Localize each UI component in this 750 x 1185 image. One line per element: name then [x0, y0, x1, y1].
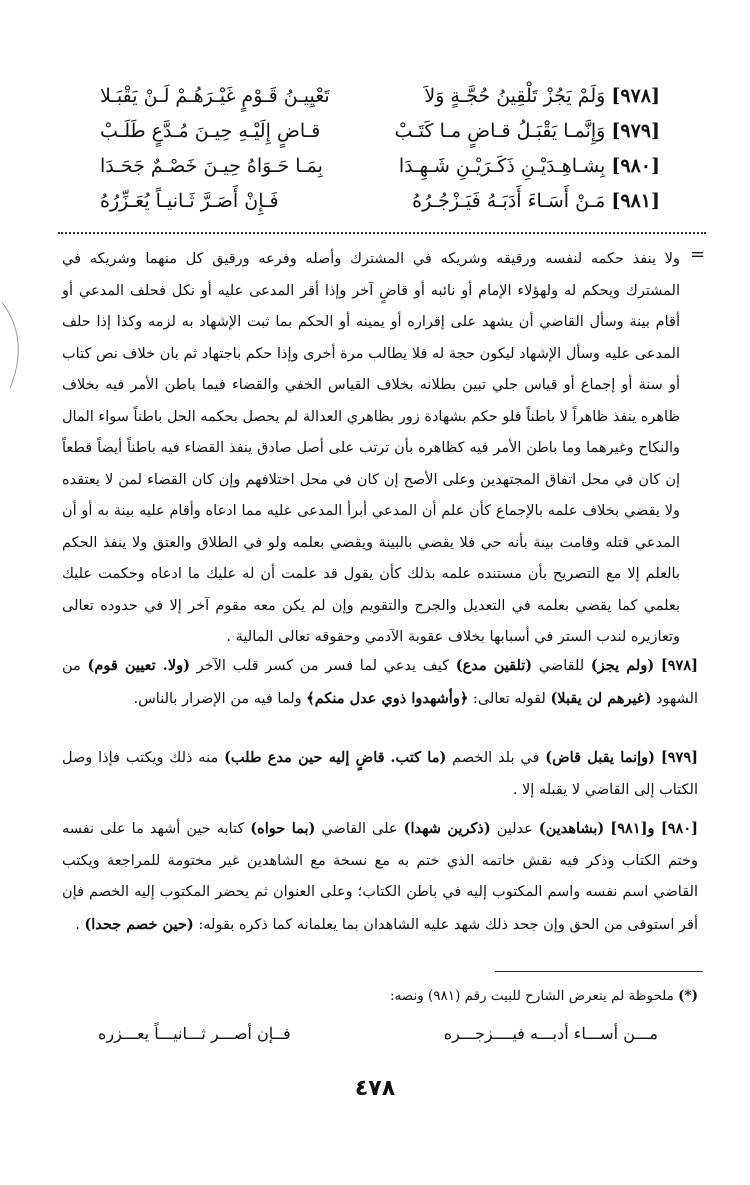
- verse-row: [100, 183, 660, 218]
- quoted-verse: (ما كتب.: [390, 749, 447, 766]
- footnote-verse: [98, 1024, 658, 1043]
- section-979: [62, 742, 698, 806]
- explanation-text: من الشهود: [62, 658, 698, 707]
- verse-number: [٩٧٩]: [611, 119, 660, 142]
- footnote-verse-second: فــإن أصـــر ثـــانيـــاً يعـــزره: [98, 1024, 291, 1043]
- verse-second-hemistich: قـاضٍ إِلَيْـهِ حِيـنَ مُـدَّعٍ طَلَـبْ: [100, 119, 321, 142]
- section-number: [٩٧٩]: [660, 749, 698, 766]
- commentary-paragraph: [62, 244, 680, 654]
- verse-number: [٩٨٠]: [611, 154, 660, 177]
- section-978: [62, 650, 698, 715]
- quoted-verse: (بشاهدين): [538, 820, 605, 837]
- explanation-text: كيف يدعي لما فسر من كسر قلب الآخر: [189, 658, 456, 674]
- explanation-text: منه ذلك ويكتب فإذا وصل الكتاب إلى القاضي لا يقبله إلا .: [62, 750, 698, 798]
- verse-row: [100, 78, 660, 113]
- verse-block: [100, 78, 660, 218]
- continuation-mark: =: [690, 244, 706, 265]
- footnote: [62, 981, 698, 1011]
- verse-second-hemistich: فَـإِنْ أَصَـرَّ ثَـانيـاً يُعَـزِّرُهُ: [100, 189, 279, 212]
- verse-second-hemistich: بِمَـا حَـوَاهُ حِيـنَ خَصْـمٌ جَحَـدَا: [100, 154, 323, 177]
- verse-number: [٩٨١]: [611, 189, 660, 212]
- explanation-text: كتابه حين أشهد ما على نفسه وختم الكتاب وذكر فيه نقش خاتمه الذي ختم به مع نسخة مع الشاهدين غير مختومة للمراجعة ويكتب القاضي اسم نفسه واسم المكتوب إليه في باطن الكتاب؛ وعلى العنوان ثم يحضر المكتوب إليه الخصم فإن أقر استوفى من الحق وإن جحد ذلك شهد عليه الشاهدان بما يعلمانه كما ذكره بقوله:: [62, 821, 698, 933]
- verse-text: وَلَمْ يَجُزْ تَلْقِينُ حُجَّـةٍ وَلاَ: [424, 84, 606, 107]
- footnote-text: ملحوظة لم يتعرض الشارح للبيت رقم (٩٨١) ونصه:: [389, 988, 679, 1004]
- section-text: [62, 650, 698, 715]
- dotted-divider: [58, 232, 706, 234]
- section-number: [٩٧٨]: [660, 657, 699, 674]
- quoted-verse: (ذكرين شهدا): [403, 820, 491, 837]
- section-text: [62, 813, 698, 941]
- explanation-text: للقاضي: [532, 658, 591, 674]
- verse-text: مَـنْ أَسَـاءَ أَدَبَـهُ فَيَـزْجُـرُهُ: [412, 189, 606, 212]
- explanation-text: على القاضي: [315, 821, 404, 837]
- verse-first-hemistich: [370, 155, 660, 177]
- footnote-divider: [495, 971, 703, 972]
- margin-curve-mark: [0, 300, 40, 390]
- quoted-verse: قاضٍ إليه حين مدع طلب): [224, 749, 385, 766]
- verse-second-hemistich: تَعْيِيـنُ قَـوْمٍ غَيْـرَهُـمْ لَـنْ يَقْبَـلا: [100, 84, 330, 107]
- quoted-verse: (تلقين مدع): [455, 657, 533, 674]
- quoted-verse: (غيرهم لن يقبلا): [550, 689, 652, 707]
- verse-first-hemistich: [370, 120, 660, 142]
- footnote-verse-first: مـــن أســـاء أدبـــه فيــــزجـــره: [443, 1024, 658, 1043]
- explanation-text: لقوله تعالى:: [468, 690, 551, 707]
- verse-row: [100, 148, 660, 183]
- verse-row: [100, 113, 660, 148]
- explanation-text: في بلد الخصم: [446, 750, 546, 766]
- quoted-verse: (حين خصم جحدا): [84, 915, 194, 933]
- quoted-verse: (بما حواه): [250, 820, 316, 837]
- section-text: [62, 742, 698, 806]
- verse-number: [٩٧٨]: [611, 84, 660, 107]
- page-number: ٤٧٨: [354, 1076, 396, 1101]
- section-980-981: [62, 813, 698, 941]
- verse-text: بِشـاهِـدَيْـنِ ذَكَـرَيْـنِ شَـهِـدَا: [398, 154, 606, 177]
- commentary-text: ولا ينفذ حكمه لنفسه ورقيقه وشريكه في المشترك وأصله وفرعه ورقيق كل منهما وشريكه في المشترك ويحكم له ولهؤلاء الإمام أو نائبه أو قاضٍ آخر وإذا أقر المدعى عليه أو نكل فحلف المدعي أو أقام بينة وسأل القاضي أن يشهد على إقراره أو يمينه أو الحكم بما ثبت الإشهاد به لزمه وكذا إذا حلف المدعى عليه وسأل الإشهاد ليكون حجة له فلا يطالب مرة أخرى وإذا حكم باجتهاد ثم بان خلاف نص كتاب أو سنة أو إجماع أو قياس جلي تبين بطلانه بخلاف القياس الخفي والقضاء فيما باطن الأمر فيه بخلاف ظاهره ينفذ ظاهراً لا باطناً فلو حكم بشهادة زور بظاهري العدالة لم يحصل بحكمه الحل باطناً سواء المال والنكاح وغيرهما وما باطن الأمر فيه كظاهره بأن ترتب على أصل صادق ينفذ القضاء فيه باطناً أيضاً قطعاً إن كان في محل اتفاق المجتهدين وعلى الأصح إن كان في محل اختلافهم وإن كان القضاء لمن لا يعتقده ولا يقضي بخلاف علمه بالإجماع كأن علم أن المدعي أبرأ المدعى عليه مما ادعاه وأقام عليه بينة به أو أن المدعي قتله وقامت بينة بأنه حي فلا يقضي بالبينة ويقضي بعلمه ولو في الطلاق والعتق ولا ينفذ الحكم بالعلم إلا مع التصريح بأن مستنده علمه بذلك كأن يقول قد علمت أن له عليك ما ادعاه وحكمت عليك بعلمي كما يقضي بعلمه في التعديل والجرح والتقويم وإن لم يكن معه مقوم آخر إلا في حدوده تعالى وتعازيره لندب الستر في أسبابها بخلاف عقوبة الآدمي وحقوقه تعالى المالية .: [62, 251, 680, 645]
- quoted-verse: (ولم يجز): [590, 657, 655, 674]
- quoted-verse: (ولا. تعيين قوم): [87, 657, 190, 674]
- footnote-marker: (*): [678, 988, 698, 1004]
- verse-first-hemistich: [370, 190, 660, 212]
- verse-first-hemistich: [370, 85, 660, 107]
- section-number: [٩٨٠] و[٩٨١]: [610, 820, 699, 837]
- quran-quote: ﴿وأشهدوا ذوي عدل منكم﴾: [306, 689, 469, 707]
- explanation-text: ولما فيه من الإضرار بالناس.: [133, 690, 307, 707]
- explanation-text: .: [75, 916, 85, 933]
- verse-text: وَإِنَّمـا يَقْبَـلُ قـاضٍ مـا كَتَـبْ: [394, 119, 606, 142]
- quoted-verse: (وإنما يقبل قاض): [545, 749, 656, 766]
- explanation-text: عدلين: [490, 821, 539, 837]
